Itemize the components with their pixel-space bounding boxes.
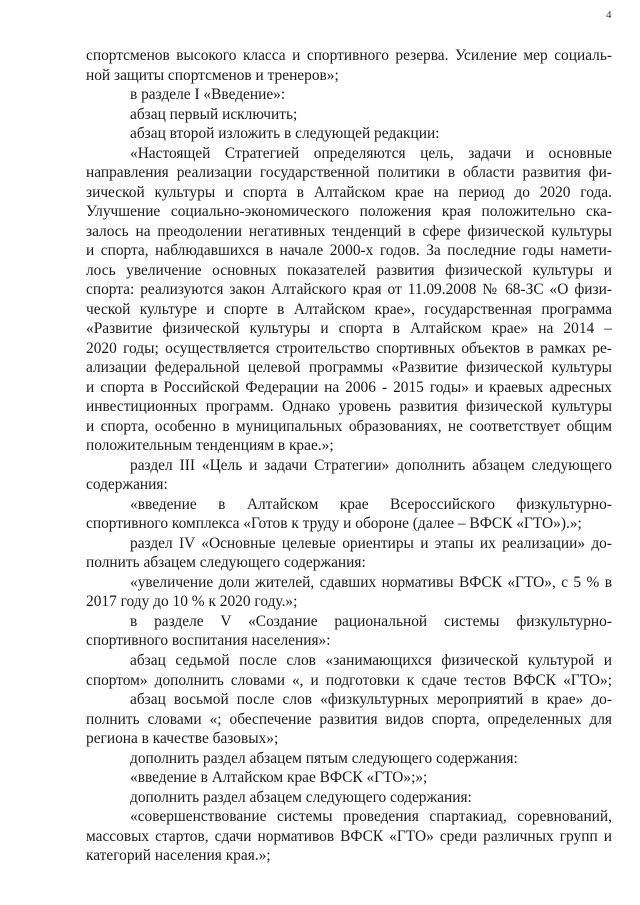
text-line: абзац первый исключить;	[130, 105, 298, 123]
text-line: абзац восьмой после слов «физкультурных мероприятий в крае» до-	[130, 691, 612, 709]
text-line: спорта: реализуются закон Алтайского края от 11.09.2008 № 68-ЗС «О физи-	[86, 281, 612, 299]
text-line: ной защиты спортсменов и тренеров»;	[86, 66, 339, 84]
text-line: и спорта, особенно в муниципальных образованиях, не соответствует общим	[86, 417, 612, 435]
text-line: абзац седьмой после слов «занимающихся физической культурой и	[130, 651, 612, 669]
text-line: ческой культуре и спорте в Алтайском крае», государственная программа	[86, 300, 612, 318]
text-line: спортом» дополнить словами «, и подготовки к сдаче тестов ВФСК «ГТО»;	[86, 671, 612, 689]
text-line: «увеличение доли жителей, сдавших нормативы ВФСК «ГТО», с 5 % в	[130, 573, 612, 591]
text-line: 2020 годы; осуществляется строительство спортивных объектов в рамках ре-	[86, 339, 612, 357]
text-line: «введение в Алтайском крае ВФСК «ГТО»;»;	[130, 769, 428, 787]
page-number: 4	[606, 9, 612, 21]
text-line: спортивного воспитания населения»:	[86, 632, 331, 650]
text-line: абзац второй изложить в следующей редакции:	[130, 125, 440, 143]
text-line: «совершенствование системы проведения спартакиад, соревнований,	[130, 808, 612, 826]
text-line: ализации федеральной целевой программы «Развитие физической культуры	[86, 359, 612, 377]
text-line: полнить абзацем следующего содержания:	[86, 554, 366, 572]
text-line: инвестиционных программ. Однако уровень развития физической культуры	[86, 398, 612, 416]
text-line: массовых стартов, сдачи нормативов ВФСК «ГТО» среди различных групп и	[86, 827, 612, 845]
text-line: дополнить раздел абзацем следующего содержания:	[130, 788, 472, 806]
text-line: 2017 году до 10 % к 2020 году.»;	[86, 593, 298, 611]
document-body	[86, 46, 612, 866]
text-line: содержания:	[86, 476, 168, 494]
text-line: «введение в Алтайском крае Всероссийского физкультурно-	[130, 495, 612, 513]
text-line: категорий населения края.»;	[86, 847, 271, 865]
text-line: залось на преодолении негативных тенденций в сфере физической культуры	[86, 222, 612, 240]
text-line: дополнить раздел абзацем пятым следующего содержания:	[130, 749, 518, 767]
text-line: спортсменов высокого класса и спортивного резерва. Усиление мер социаль-	[86, 47, 612, 64]
text-line: зической культуры и спорта в Алтайском крае на период до 2020 года.	[86, 183, 612, 201]
text-line: положительным тенденциям в крае.»;	[86, 437, 334, 455]
text-line: в разделе I «Введение»:	[130, 86, 286, 104]
text-line: и спорта в Российской Федерации на 2006 - 2015 годы» и краевых адресных	[86, 378, 612, 396]
text-line: раздел IV «Основные целевые ориентиры и этапы их реализации» до-	[130, 534, 612, 552]
text-line: раздел III «Цель и задачи Стратегии» дополнить абзацем следующего	[130, 456, 612, 474]
text-line: «Настоящей Стратегией определяются цель, задачи и основные	[130, 144, 612, 162]
text-line: Улучшение социально-экономического положения края положительно ска-	[86, 203, 612, 221]
text-line: спортивного комплекса «Готов к труду и обороне (далее – ВФСК «ГТО»).»;	[86, 515, 582, 533]
text-line: в разделе V «Создание рациональной системы физкультурно-	[130, 612, 612, 630]
text-line: и спорта, наблюдавшихся в начале 2000-х годов. За последние годы намети-	[86, 242, 612, 260]
text-line: полнить словами «; обеспечение развития видов спорта, определенных для	[86, 710, 612, 728]
text-line: «Развитие физической культуры и спорта в Алтайском крае» на 2014 –	[86, 320, 612, 338]
text-line: лось увеличение основных показателей развития физической культуры и	[86, 261, 612, 279]
text-line: направления реализации государственной политики в области развития фи-	[86, 164, 612, 182]
text-line: региона в качестве базовых»;	[86, 730, 279, 748]
